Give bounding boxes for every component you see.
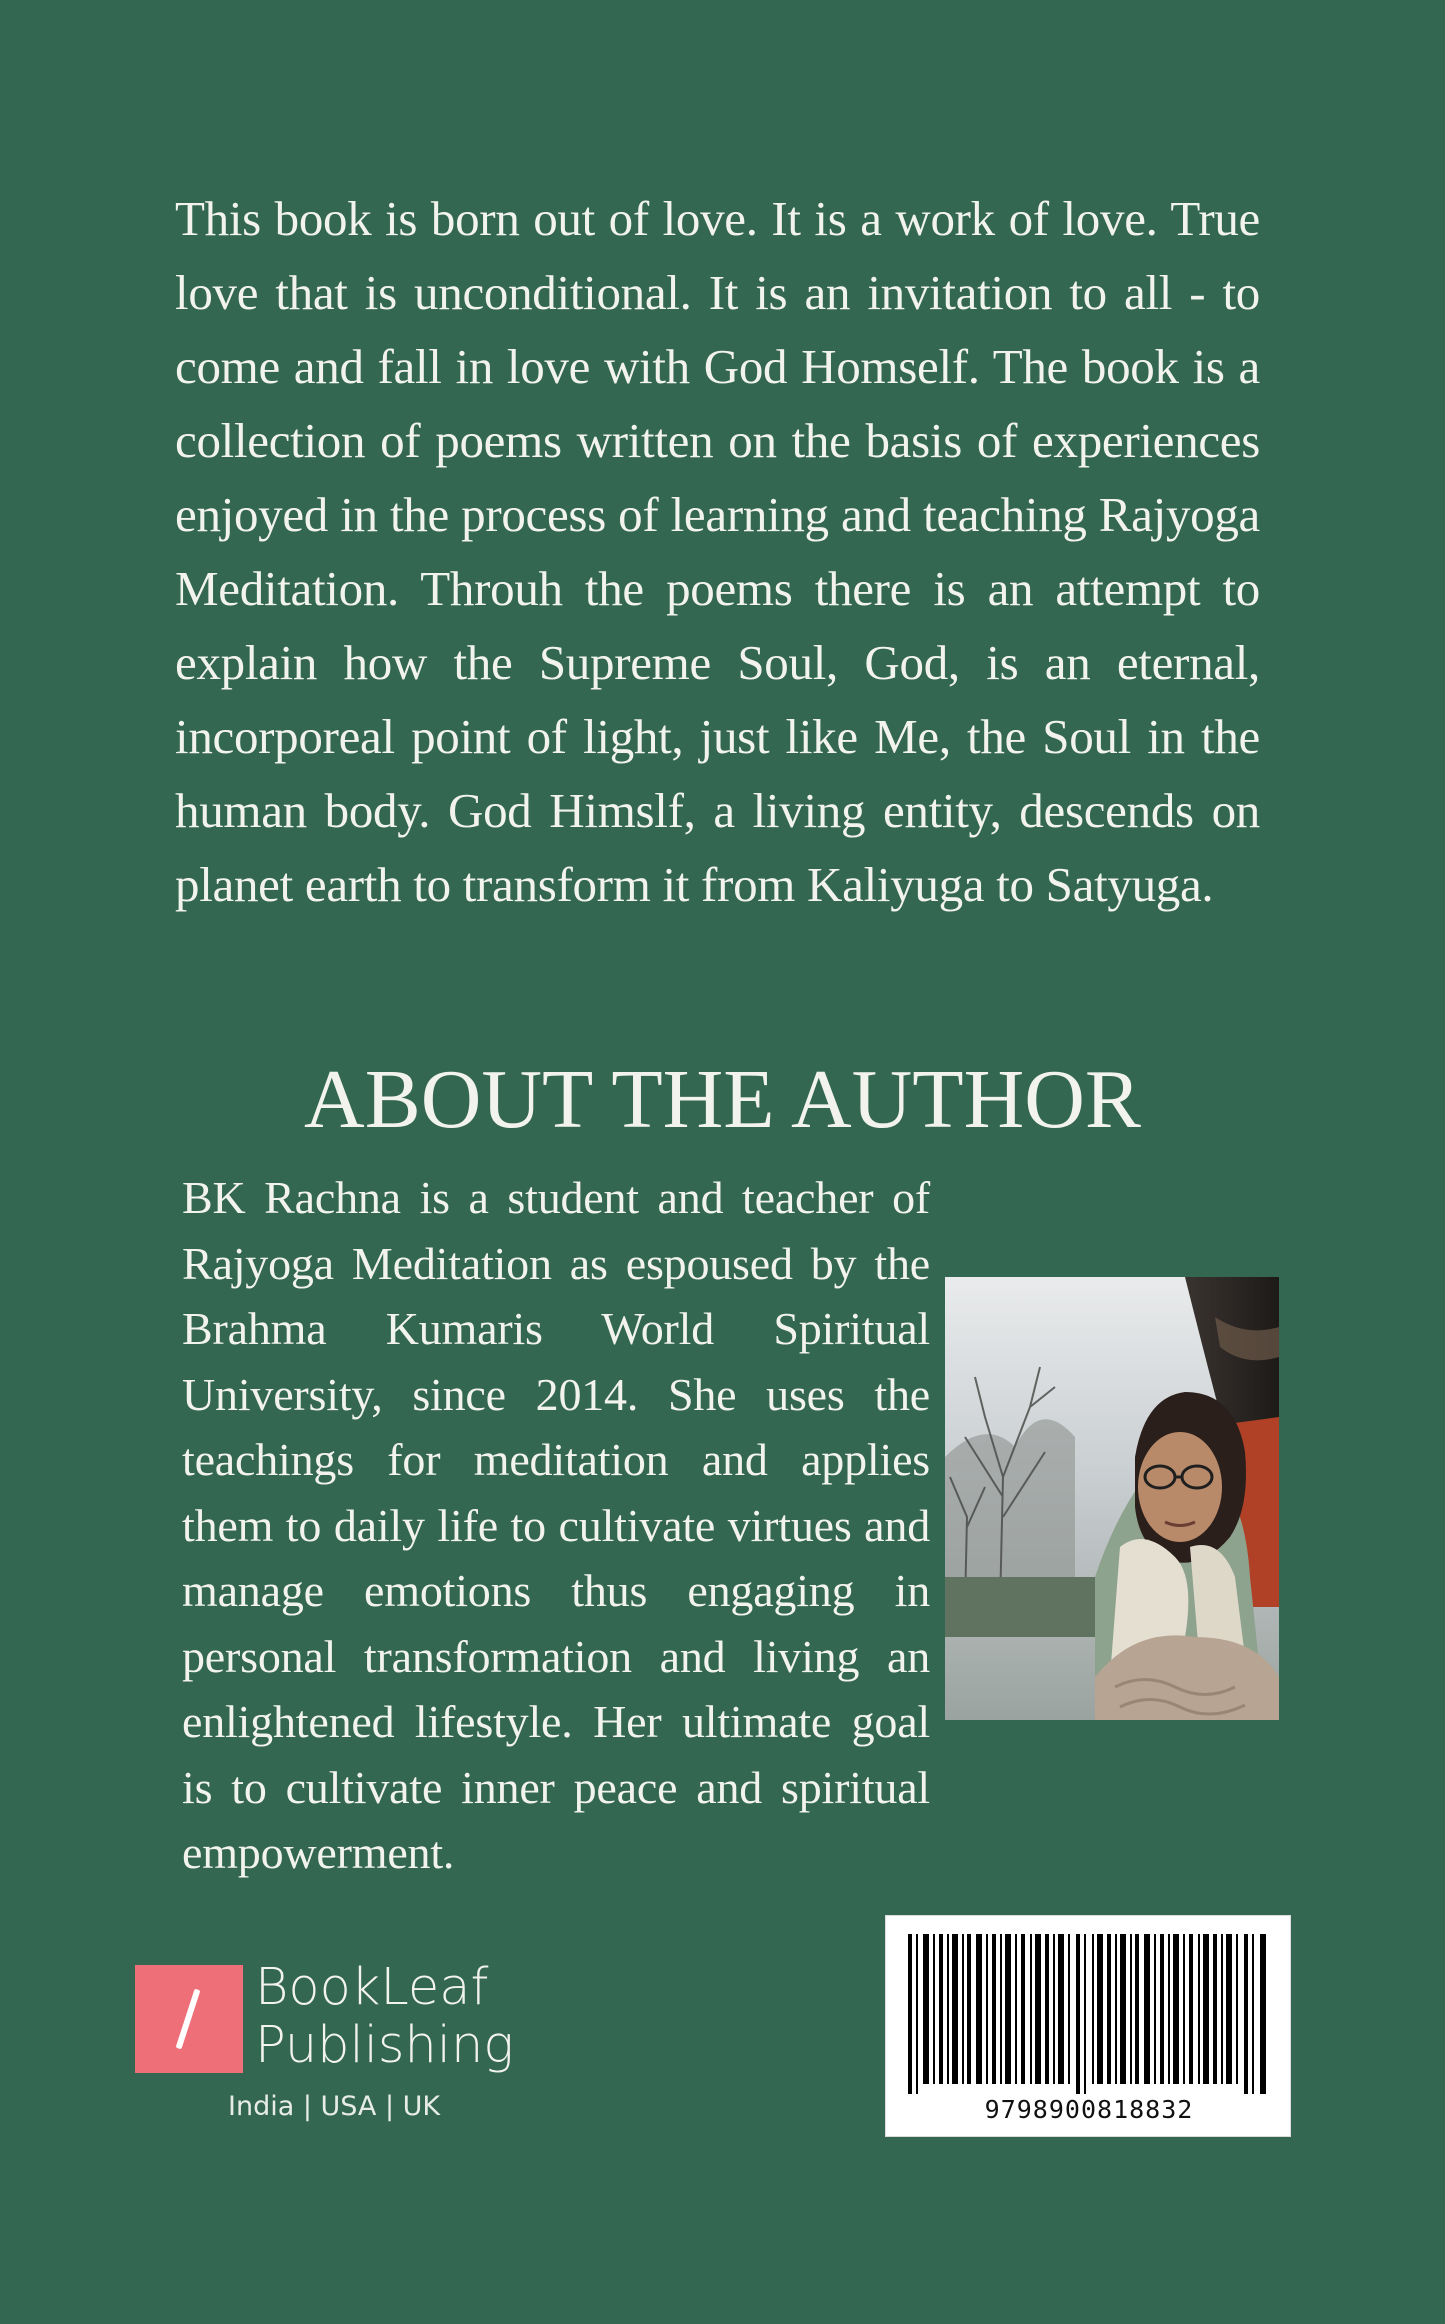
isbn-barcode [885,1915,1291,2137]
slash-logo-icon [135,1965,243,2073]
author-photo [945,1277,1279,1720]
isbn-number: 9798900818832 [984,2095,1194,2124]
author-bio: BK Rachna is a student and teacher of Rajyoga Meditation as espoused by the Brahma Kumaris World Spiritual University, since 2014. She uses the teachings for meditation and applies them to daily life to cultivate virtues and manage emotions thus engaging in personal transformation and living an enlightened lifestyle. Her ultimate goal is to cultivate inner peace and spiritual empowerment. [182,1172,930,1878]
publisher-logo [135,1958,555,2135]
book-blurb: This book is born out of love. It is a work of love. True love that is unconditional. It is an invitation to all - to come and fall in love with God Homself. The book is a collection of poems written on the basis of experiences enjoyed in the process of learning and teaching Rajyoga Meditation. Throuh the poems there is an attempt to explain how the Supreme Soul, God, is an eternal, incorporeal point of light, just like Me, the Soul in the human body. God Himslf, a living entity, descends on planet earth to transform it from Kaliyuga to Satyuga. [175,191,1260,912]
publisher-name-line1: BookLeaf [255,1958,489,2017]
barcode-icon [906,1934,1272,2094]
about-author-heading: ABOUT THE AUTHOR [304,1053,1141,1146]
publisher-name-line2: Publishing [255,2016,514,2075]
author-photo-image [945,1277,1279,1720]
publisher-name [255,1959,514,2075]
publisher-regions: India | USA | UK [228,2091,441,2122]
